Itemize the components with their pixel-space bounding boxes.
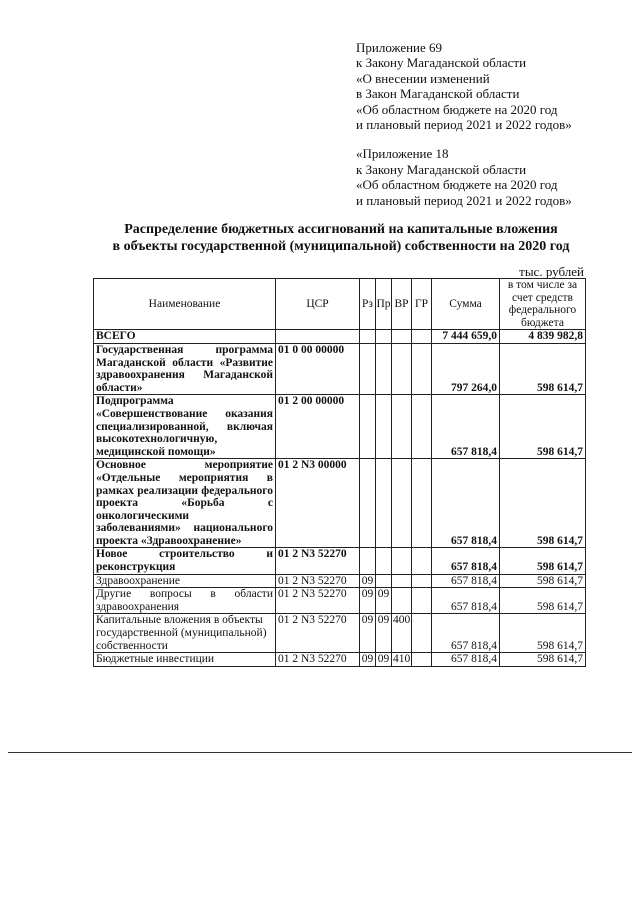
row-vr: [392, 548, 412, 574]
header-line: и плановый период 2021 и 2022 годов»: [356, 117, 572, 133]
row-sum: 7 444 659,0: [432, 330, 500, 344]
row-name: Новое строительство и реконструкция: [94, 548, 276, 574]
row-vr: [392, 395, 412, 459]
row-rz: [360, 548, 376, 574]
row-gr: [412, 459, 432, 548]
row-federal: 598 614,7: [500, 459, 586, 548]
row-pr: [376, 395, 392, 459]
units-label: тыс. рублей: [519, 264, 584, 279]
row-sum: 657 818,4: [432, 395, 500, 459]
col-rz-header: Рз: [360, 279, 376, 330]
row-pr: 09: [376, 653, 392, 667]
row-gr: [412, 588, 432, 614]
row-name: Здравоохранение: [94, 574, 276, 588]
row-vr: 410: [393, 653, 411, 666]
document-title: [96, 221, 586, 255]
allocation-table: [93, 278, 586, 667]
header-line: в Закон Магаданской области: [356, 86, 520, 102]
table-row: [94, 343, 586, 394]
row-csr: 01 2 N3 52270: [276, 574, 360, 588]
page-divider: [8, 752, 632, 753]
row-name: Капитальные вложения в объекты государственной (муниципальной) собственности: [94, 614, 276, 653]
row-csr: 01 2 00 00000: [276, 395, 360, 459]
header-line: к Закону Магаданской области: [356, 55, 527, 71]
header-line: «Об областном бюджете на 2020 год: [356, 101, 558, 117]
row-federal: 4 839 982,8: [500, 330, 586, 344]
table-row: [94, 574, 586, 588]
title-line-2: в объекты государственной (муниципальной) собственности на 2020 год: [112, 239, 570, 254]
title-line-1: Распределение бюджетных ассигнований на капитальные вложения: [124, 222, 558, 237]
header-line: к Закону Магаданской области: [356, 161, 527, 177]
row-gr: [412, 653, 432, 667]
row-federal: 598 614,7: [500, 395, 586, 459]
row-sum: 657 818,4: [432, 574, 500, 588]
row-federal: 598 614,7: [500, 343, 586, 394]
row-name: ВСЕГО: [94, 330, 276, 344]
header-line: и плановый период 2021 и 2022 годов»: [356, 192, 572, 208]
row-rz: 09: [360, 614, 376, 653]
row-rz: [360, 343, 376, 394]
table-row: [94, 459, 586, 548]
row-vr: [392, 330, 412, 344]
row-federal: 598 614,7: [500, 574, 586, 588]
table-row: [94, 330, 586, 344]
row-vr: [392, 588, 412, 614]
row-name: Бюджетные инвестиции: [94, 653, 276, 667]
row-pr: [376, 574, 392, 588]
row-pr: 09: [376, 588, 392, 614]
col-federal-header: в том числе за счет средств федерального бюджета: [500, 279, 586, 330]
row-pr: [376, 330, 392, 344]
row-csr: 01 2 N3 52270: [276, 548, 360, 574]
row-csr: 01 2 N3 00000: [276, 459, 360, 548]
row-rz: 09: [360, 574, 376, 588]
row-vr: [392, 574, 412, 588]
table-row: [94, 653, 586, 667]
row-gr: [412, 395, 432, 459]
row-name: Основное мероприятие «Отдельные мероприятия в рамках реализации федерального проекта «Борьба с онкологическими заболеваниями» национального проекта «Здравоохранение»: [94, 459, 276, 548]
header-line: «Об областном бюджете на 2020 год: [356, 177, 558, 193]
header-line: «Приложение 18: [356, 146, 449, 162]
table-row: [94, 395, 586, 459]
row-federal: 598 614,7: [500, 548, 586, 574]
row-vr: [392, 459, 412, 548]
table-row: [94, 614, 586, 653]
row-gr: [412, 330, 432, 344]
row-sum: 657 818,4: [432, 614, 500, 653]
header-line: «О внесении изменений: [356, 70, 490, 86]
row-sum: 797 264,0: [432, 343, 500, 394]
row-pr: [376, 548, 392, 574]
row-rz: [360, 330, 376, 344]
row-federal: 598 614,7: [500, 588, 586, 614]
row-sum: 657 818,4: [432, 588, 500, 614]
row-csr: 01 2 N3 52270: [276, 653, 360, 667]
appendix-header: [356, 40, 572, 208]
row-rz: [360, 395, 376, 459]
row-gr: [412, 548, 432, 574]
row-vr: [392, 343, 412, 394]
row-federal: 598 614,7: [500, 614, 586, 653]
row-rz: 09: [360, 653, 376, 667]
col-csr-header: ЦСР: [276, 279, 360, 330]
table-row: [94, 588, 586, 614]
row-rz: 09: [360, 588, 376, 614]
col-vr-header: ВР: [392, 279, 412, 330]
row-sum: 657 818,4: [432, 548, 500, 574]
row-name: Другие вопросы в области здравоохранения: [94, 588, 276, 614]
row-sum: 657 818,4: [432, 653, 500, 667]
row-vr: 400: [392, 614, 412, 653]
row-sum: 657 818,4: [432, 459, 500, 548]
col-gr-header: ГР: [412, 279, 432, 330]
col-name-header: Наименование: [94, 279, 276, 330]
row-federal: 598 614,7: [500, 653, 586, 667]
col-pr-header: Пр: [376, 279, 392, 330]
row-rz: [360, 459, 376, 548]
header-line: Приложение 69: [356, 40, 443, 55]
row-name: Подпрограмма «Совершенствование оказания специализированной, включая высокотехнологичную, медицинской помощи»: [94, 395, 276, 459]
table-row: [94, 548, 586, 574]
row-name: Государственная программа Магаданской области «Развитие здравоохранения Магаданской области»: [94, 343, 276, 394]
row-csr: 01 2 N3 52270: [276, 588, 360, 614]
col-sum-header: Сумма: [432, 279, 500, 330]
row-csr: [276, 330, 360, 344]
row-pr: [376, 459, 392, 548]
row-gr: [412, 343, 432, 394]
row-gr: [412, 614, 432, 653]
row-gr: [412, 574, 432, 588]
row-csr: 01 0 00 00000: [276, 343, 360, 394]
row-pr: [376, 343, 392, 394]
row-pr: 09: [376, 614, 392, 653]
row-csr: 01 2 N3 52270: [276, 614, 360, 653]
